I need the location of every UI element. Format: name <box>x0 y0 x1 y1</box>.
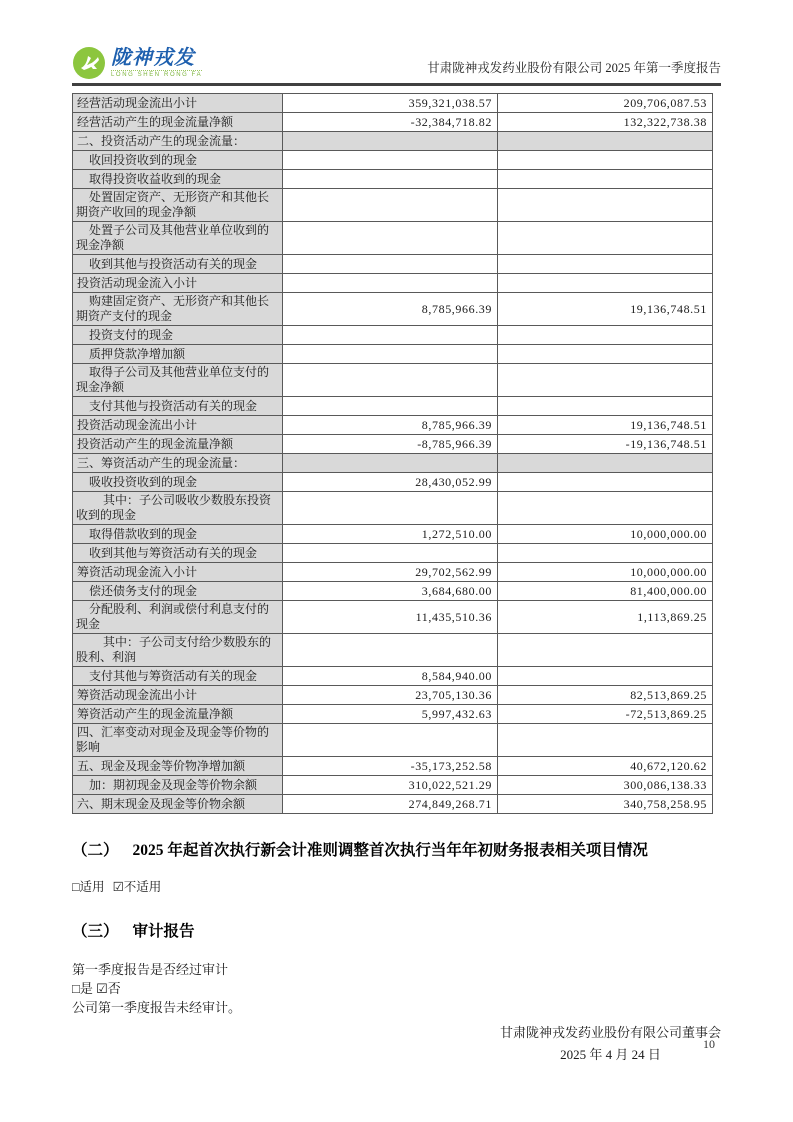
signature-block <box>72 1022 721 1066</box>
row-prior-value: 10,000,000.00 <box>498 525 713 544</box>
row-current-value: -35,173,252.58 <box>283 757 498 776</box>
brand-name-cn: 陇神戎发 <box>111 47 195 69</box>
row-current-value <box>283 255 498 274</box>
row-label: 筹资活动产生的现金流量净额 <box>73 705 283 724</box>
row-label: 支付其他与投资活动有关的现金 <box>73 397 283 416</box>
row-prior-value: 19,136,748.51 <box>498 416 713 435</box>
page-header <box>72 0 721 80</box>
row-prior-value: 300,086,138.33 <box>498 776 713 795</box>
document-title: 甘肃陇神戎发药业股份有限公司 2025 年第一季度报告 <box>427 61 721 75</box>
row-current-value: 8,584,940.00 <box>283 667 498 686</box>
row-current-value <box>283 151 498 170</box>
table-row <box>73 364 713 397</box>
row-prior-value <box>498 492 713 525</box>
table-row <box>73 94 713 113</box>
row-current-value <box>283 132 498 151</box>
row-label: 经营活动现金流出小计 <box>73 94 283 113</box>
row-current-value <box>283 364 498 397</box>
signature-date: 2025 年 4 月 24 日 <box>560 1047 661 1062</box>
row-current-value: 8,785,966.39 <box>283 416 498 435</box>
row-current-value <box>283 724 498 757</box>
row-current-value: 274,849,268.71 <box>283 795 498 814</box>
table-row <box>73 492 713 525</box>
row-current-value: 1,272,510.00 <box>283 525 498 544</box>
table-row <box>73 397 713 416</box>
row-label: 取得投资收益收到的现金 <box>73 170 283 189</box>
row-current-value: -8,785,966.39 <box>283 435 498 454</box>
row-label: 其中：子公司吸收少数股东投资收到的现金 <box>73 492 283 525</box>
row-prior-value <box>498 189 713 222</box>
row-prior-value: 81,400,000.00 <box>498 582 713 601</box>
audit-note: 公司第一季度报告未经审计。 <box>72 1000 242 1015</box>
row-label: 分配股利、利润或偿付利息支付的现金 <box>73 601 283 634</box>
row-prior-value: 1,113,869.25 <box>498 601 713 634</box>
row-label: 五、现金及现金等价物净增加额 <box>73 757 283 776</box>
page-number: 10 <box>703 1037 715 1051</box>
row-label: 投资支付的现金 <box>73 326 283 345</box>
section3-heading <box>72 919 721 941</box>
row-current-value: 28,430,052.99 <box>283 473 498 492</box>
checkbox-applicable: □适用 <box>72 880 105 894</box>
row-label: 处置固定资产、无形资产和其他长期资产收回的现金净额 <box>73 189 283 222</box>
row-prior-value <box>498 397 713 416</box>
checkbox-no: ☑否 <box>96 981 121 996</box>
row-prior-value <box>498 170 713 189</box>
row-label: 筹资活动现金流入小计 <box>73 563 283 582</box>
section3-number: （三） <box>72 923 119 940</box>
row-prior-value: 40,672,120.62 <box>498 757 713 776</box>
table-row <box>73 274 713 293</box>
row-current-value: 5,997,432.63 <box>283 705 498 724</box>
row-current-value: 359,321,038.57 <box>283 94 498 113</box>
row-current-value: -32,384,718.82 <box>283 113 498 132</box>
section2-options <box>72 877 721 895</box>
row-prior-value: -72,513,869.25 <box>498 705 713 724</box>
row-current-value <box>283 274 498 293</box>
row-current-value: 3,684,680.00 <box>283 582 498 601</box>
table-row <box>73 293 713 326</box>
row-current-value: 23,705,130.36 <box>283 686 498 705</box>
row-label: 收回投资收到的现金 <box>73 151 283 170</box>
section2-number: （二） <box>72 842 119 859</box>
checkbox-yes: □是 <box>72 981 93 996</box>
row-label: 二、投资活动产生的现金流量： <box>73 132 283 151</box>
row-label: 偿还债务支付的现金 <box>73 582 283 601</box>
table-row <box>73 132 713 151</box>
row-label: 取得子公司及其他营业单位支付的现金净额 <box>73 364 283 397</box>
table-row <box>73 724 713 757</box>
brand-text <box>111 48 202 78</box>
row-prior-value: 19,136,748.51 <box>498 293 713 326</box>
logo-icon <box>72 46 106 80</box>
table-row <box>73 757 713 776</box>
table-row <box>73 435 713 454</box>
row-current-value <box>283 634 498 667</box>
audit-question: 第一季度报告是否经过审计 <box>72 962 229 977</box>
row-label: 筹资活动现金流出小计 <box>73 686 283 705</box>
table-row <box>73 601 713 634</box>
row-current-value <box>283 492 498 525</box>
row-label: 吸收投资收到的现金 <box>73 473 283 492</box>
row-label: 收到其他与投资活动有关的现金 <box>73 255 283 274</box>
table-row <box>73 170 713 189</box>
cash-flow-table-body <box>73 94 713 814</box>
row-prior-value <box>498 222 713 255</box>
row-prior-value <box>498 473 713 492</box>
row-prior-value <box>498 454 713 473</box>
row-label: 三、筹资活动产生的现金流量： <box>73 454 283 473</box>
table-row <box>73 795 713 814</box>
row-current-value: 8,785,966.39 <box>283 293 498 326</box>
table-row <box>73 544 713 563</box>
signature-inner <box>500 1022 721 1066</box>
table-row <box>73 222 713 255</box>
signature-company: 甘肃陇神戎发药业股份有限公司董事会 <box>499 1025 721 1040</box>
row-current-value: 29,702,562.99 <box>283 563 498 582</box>
row-label: 支付其他与筹资活动有关的现金 <box>73 667 283 686</box>
section2-title: 2025 年起首次执行新会计准则调整首次执行当年年初财务报表相关项目情况 <box>132 842 648 859</box>
row-label: 质押贷款净增加额 <box>73 345 283 364</box>
table-row <box>73 454 713 473</box>
header-divider <box>72 83 721 86</box>
section3-title: 审计报告 <box>132 923 195 940</box>
row-prior-value <box>498 255 713 274</box>
row-prior-value <box>498 151 713 170</box>
table-row <box>73 525 713 544</box>
table-row <box>73 189 713 222</box>
row-prior-value: 209,706,087.53 <box>498 94 713 113</box>
row-label: 四、汇率变动对现金及现金等价物的影响 <box>73 724 283 757</box>
row-prior-value <box>498 274 713 293</box>
row-prior-value: 82,513,869.25 <box>498 686 713 705</box>
row-current-value <box>283 544 498 563</box>
table-row <box>73 326 713 345</box>
row-prior-value <box>498 634 713 667</box>
row-current-value <box>283 326 498 345</box>
row-label: 其中：子公司支付给少数股东的股利、利润 <box>73 634 283 667</box>
row-current-value: 310,022,521.29 <box>283 776 498 795</box>
row-label: 加：期初现金及现金等价物余额 <box>73 776 283 795</box>
brand-name-en: LONG SHEN RONG FA <box>111 72 203 78</box>
checkbox-not-applicable: ☑不适用 <box>112 880 162 894</box>
row-current-value <box>283 345 498 364</box>
row-prior-value: -19,136,748.51 <box>498 435 713 454</box>
table-row <box>73 113 713 132</box>
table-row <box>73 686 713 705</box>
table-row <box>73 582 713 601</box>
row-label: 收到其他与筹资活动有关的现金 <box>73 544 283 563</box>
row-prior-value <box>498 132 713 151</box>
row-prior-value <box>498 544 713 563</box>
row-label: 投资活动现金流出小计 <box>73 416 283 435</box>
table-row <box>73 705 713 724</box>
row-current-value <box>283 222 498 255</box>
row-label: 六、期末现金及现金等价物余额 <box>73 795 283 814</box>
row-label: 投资活动产生的现金流量净额 <box>73 435 283 454</box>
table-row <box>73 255 713 274</box>
row-label: 取得借款收到的现金 <box>73 525 283 544</box>
table-row <box>73 416 713 435</box>
company-logo <box>72 46 202 80</box>
cash-flow-table <box>72 93 713 814</box>
section2-heading <box>72 838 721 860</box>
row-prior-value <box>498 345 713 364</box>
row-prior-value <box>498 326 713 345</box>
row-prior-value: 340,758,258.95 <box>498 795 713 814</box>
row-current-value: 11,435,510.36 <box>283 601 498 634</box>
row-prior-value <box>498 724 713 757</box>
row-current-value <box>283 189 498 222</box>
table-row <box>73 473 713 492</box>
row-current-value <box>283 454 498 473</box>
row-label: 投资活动现金流入小计 <box>73 274 283 293</box>
row-current-value <box>283 170 498 189</box>
row-prior-value: 10,000,000.00 <box>498 563 713 582</box>
row-prior-value <box>498 364 713 397</box>
table-row <box>73 776 713 795</box>
row-label: 购建固定资产、无形资产和其他长期资产支付的现金 <box>73 293 283 326</box>
row-prior-value <box>498 667 713 686</box>
audit-options <box>72 979 721 998</box>
row-label: 经营活动产生的现金流量净额 <box>73 113 283 132</box>
audit-statement <box>72 960 721 1017</box>
table-row <box>73 151 713 170</box>
row-label: 处置子公司及其他营业单位收到的现金净额 <box>73 222 283 255</box>
table-row <box>73 563 713 582</box>
table-row <box>73 634 713 667</box>
table-row <box>73 345 713 364</box>
row-prior-value: 132,322,738.38 <box>498 113 713 132</box>
table-row <box>73 667 713 686</box>
row-current-value <box>283 397 498 416</box>
